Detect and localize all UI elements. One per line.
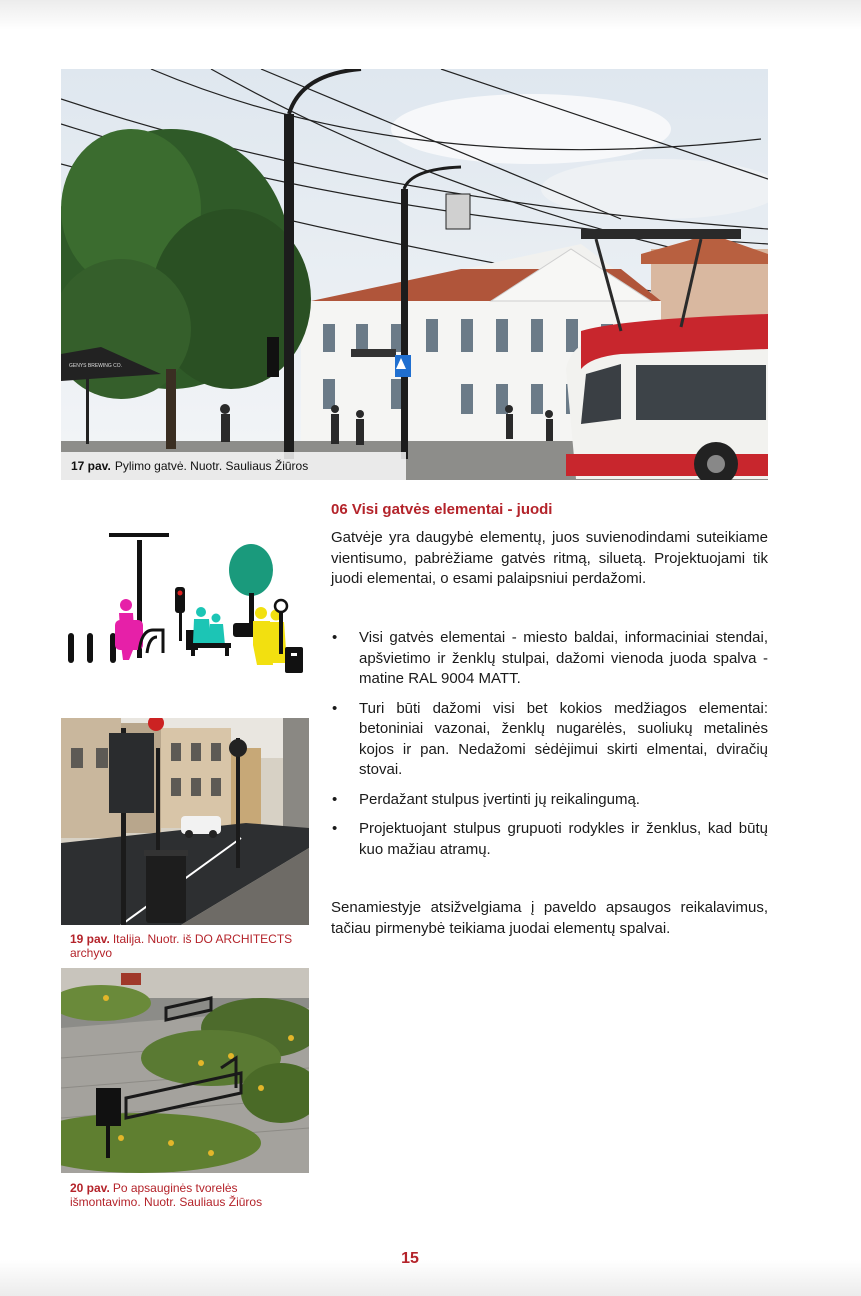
photo-pylimo-street: [61, 69, 768, 480]
bullet-item: • Turi būti dažomi visi bet kokios medžiagos elementai: betoniniai vazonai, ženklų nugarėlės, suoliukų metalinės kojos ir pan. Nedažomi sėdėjimui skirti elmentai, dviračių stovai.: [331, 699, 768, 781]
bullet-item: • Visi gatvės elementai - miesto baldai, informaciniai stendai, apšvietimo ir ženklų stulpai, dažomi vienoda juoda spalva - matine RAL 9004 MATT.: [331, 628, 768, 690]
bullet-item: • Projektuojant stulpus grupuoti rodykles ir ženklus, kad būtų kuo mažiau atramų.: [331, 819, 768, 860]
figure-20-number: 20 pav.: [70, 1181, 110, 1195]
section-heading: 06 Visi gatvės elementai - juodi: [331, 501, 553, 518]
figure-17-number: 17 pav.: [71, 459, 111, 473]
figure-20-text: Po apsauginės tvorelės išmontavimo. Nuotr. Sauliaus Žiūros: [70, 1181, 263, 1209]
section-intro: Gatvėje yra daugybė elementų, juos suvienodindami suteikiame vientisumo, pabrėžiame gatvės ritmą, siluetą. Projektuojami tik juodi elementai, o esami palaipsniui perdažomi.: [331, 529, 768, 587]
photo-bench-planting: [61, 968, 309, 1173]
figure-17-caption: [61, 452, 406, 480]
bullet-item: • Perdažant stulpus įvertinti jų reikalingumą.: [331, 790, 768, 811]
figure-19-number: 19 pav.: [70, 932, 110, 946]
figure-19-caption: [70, 932, 310, 960]
bullet-list: [331, 628, 768, 869]
figure-20-caption: [70, 1181, 310, 1209]
brewing-sign-text: GENYS BREWING CO.: [69, 363, 123, 369]
figure-19-text: Italija. Nuotr. iš DO ARCHITECTS archyvo: [70, 932, 293, 960]
page-number: 15: [401, 1250, 419, 1267]
street-elements-illustration: [61, 525, 311, 685]
section-closing: Senamiestyje atsižvelgiama į paveldo apsaugos reikalavimus, tačiau pirmenybė teikiama juodai elementų spalvai.: [331, 899, 768, 937]
figure-17-text: Pylimo gatvė. Nuotr. Sauliaus Žiūros: [114, 459, 309, 473]
photo-italy-street: [61, 718, 309, 925]
